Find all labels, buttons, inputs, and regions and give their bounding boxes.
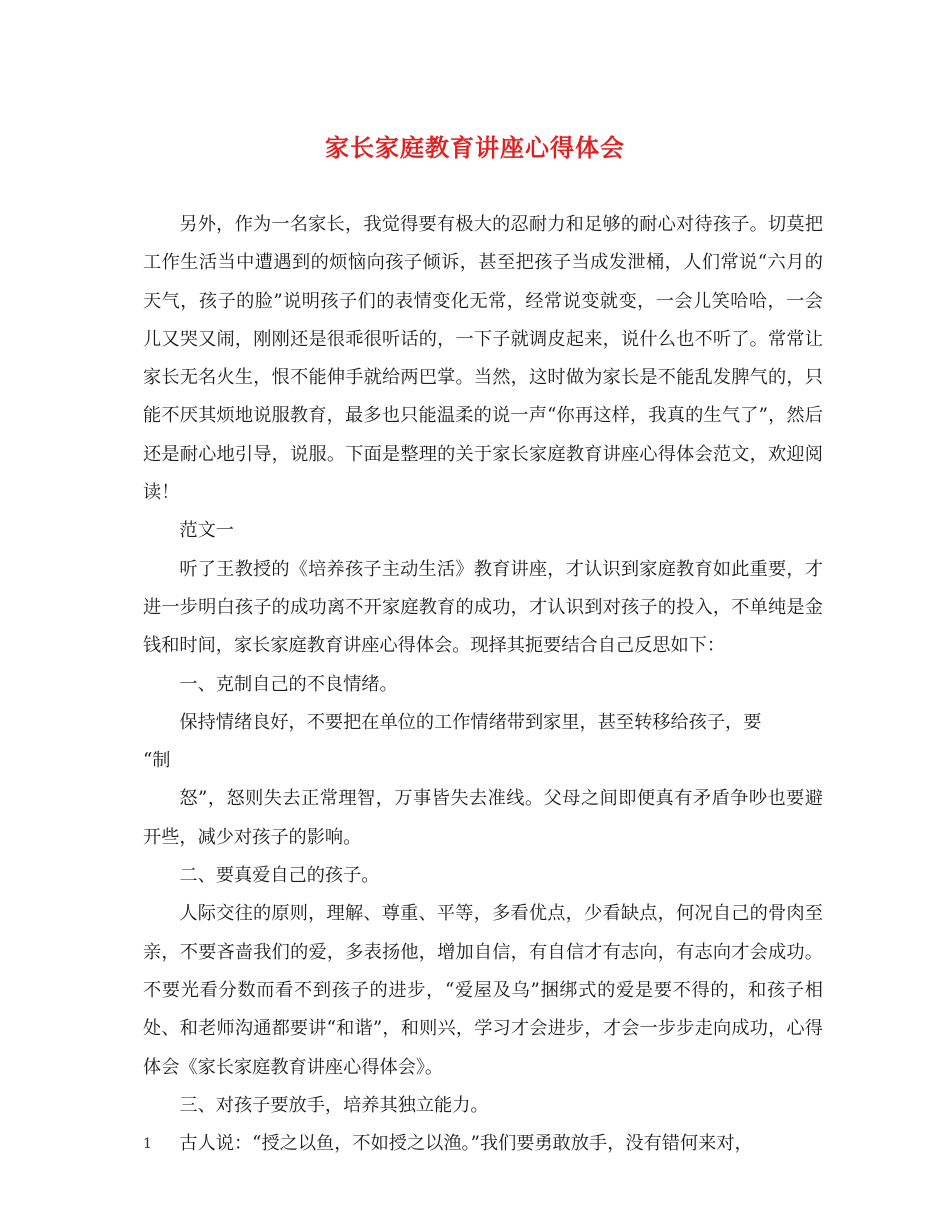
document-body bbox=[143, 206, 823, 1163]
paragraph-sample-heading: 范文一 bbox=[179, 520, 234, 542]
document-title: 家长家庭教育讲座心得体会 bbox=[325, 133, 625, 162]
section-heading-3: 三、对孩子要放手，培养其独立能力。 bbox=[179, 1094, 489, 1116]
paragraph-emotion-quote: “制 bbox=[143, 750, 171, 772]
paragraph-intro: 另外，作为一名家长，我觉得要有极大的忍耐力和足够的耐心对待孩子。切莫把工作生活当中遭遇到的烦恼向孩子倾诉，甚至把孩子当成发泄桶，人们常说“六月的天气，孩子的脸”说明孩子们的表情变化无常，经常说变就变，一会儿笑哈哈，一会儿又哭又闹，刚刚还是很乖很听话的，一下子就调皮起来，说什么也不听了。常常让家长无名火生，恨不能伸手就给两巴掌。当然，这时做为家长是不能乱发脾气的，只能不厌其烦地说服教育，最多也只能温柔的说一声“你再这样，我真的生气了”，然后还是耐心地引导，说服。下面是整理的关于家长家庭教育讲座心得体会范文，欢迎阅读！ bbox=[143, 214, 823, 504]
paragraph-lecture: 听了王教授的《培养孩子主动生活》教育讲座，才认识到家庭教育如此重要，才进一步明白孩子的成功离不开家庭教育的成功，才认识到对孩子的投入，不单纯是金钱和时间，家长家庭教育讲座心得体会。现择其扼要结合自己反思如下： bbox=[143, 558, 823, 657]
paragraph-emotion: 保持情绪良好，不要把在单位的工作情绪带到家里，甚至转移给孩子，要 bbox=[179, 711, 762, 733]
page-number: 1 bbox=[143, 1136, 152, 1152]
section-heading-2: 二、要真爱自己的孩子。 bbox=[179, 865, 380, 887]
paragraph-independence: 古人说：“授之以鱼，不如授之以渔。”我们要勇敢放手，没有错何来对， bbox=[179, 1133, 753, 1155]
section-heading-1: 一、克制自己的不良情绪。 bbox=[179, 673, 398, 695]
paragraph-love: 人际交往的原则，理解、尊重、平等，多看优点，少看缺点，何况自己的骨肉至亲，不要吝啬我们的爱，多表扬他，增加自信，有自信才有志向，有志向才会成功。不要光看分数而看不到孩子的进步，“爱屋及乌”捆绑式的爱是要不得的，和孩子相处、和老师沟通都要讲“和谐”，和则兴，学习才会进步，才会一步步走向成功，心得体会《家长家庭教育讲座心得体会》。 bbox=[143, 903, 823, 1078]
paragraph-emotion-cont: 怒”，怒则失去正常理智，万事皆失去准线。父母之间即便真有矛盾争吵也要避开些，减少对孩子的影响。 bbox=[143, 788, 823, 848]
